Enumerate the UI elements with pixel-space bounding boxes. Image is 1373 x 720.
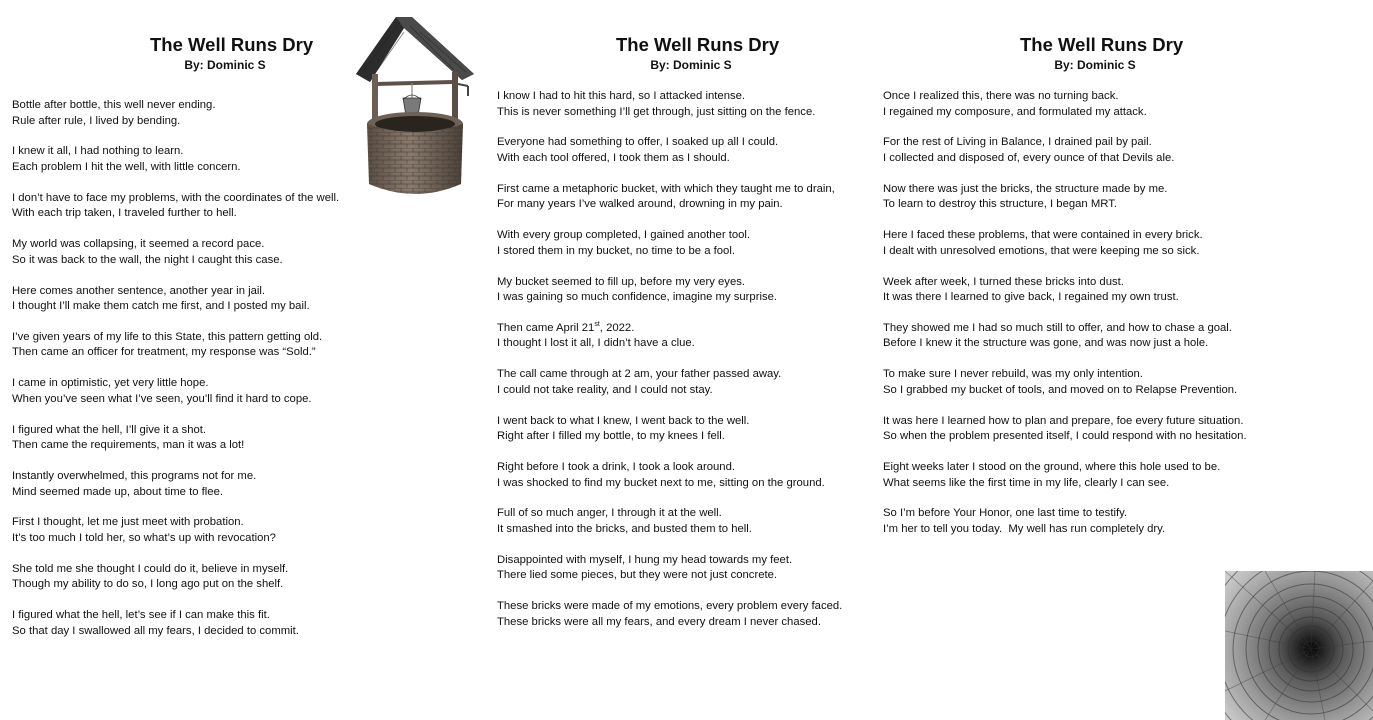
poem-line: I figured what the hell, let’s see if I can make this fit. — [12, 609, 270, 622]
stanza — [883, 228, 1283, 259]
stanza — [12, 237, 452, 268]
poem-line: It smashed into the bricks, and busted them to hell. — [497, 522, 752, 535]
poem-line: Before I knew it the structure was gone, and was now just a hole. — [883, 337, 1209, 350]
poem-line: Right after I filled my bottle, to my knees I fell. — [497, 430, 725, 443]
poem-line: I thought I lost it all, I didn’t have a clue. — [497, 337, 695, 350]
poem-line: So I’m before Your Honor, one last time to testify. — [883, 507, 1128, 520]
stanza — [497, 367, 897, 398]
poem-line: Each problem I hit the well, with little concern. — [12, 160, 241, 173]
stanza — [497, 275, 897, 306]
poem-line: I was gaining so much confidence, imagine my surprise. — [497, 291, 778, 304]
poem-byline: By: Dominic S — [650, 58, 732, 72]
poem-line: To learn to destroy this structure, I began MRT. — [883, 198, 1117, 211]
well-tunnel-photo — [1225, 571, 1373, 720]
stanza — [883, 506, 1283, 537]
poem-line: My world was collapsing, it seemed a record pace. — [12, 238, 265, 251]
poem-title: The Well Runs Dry — [616, 34, 780, 55]
stanza — [883, 89, 1283, 120]
ordinal-suffix: st — [594, 321, 600, 329]
stanza — [12, 423, 452, 454]
poem-line: I knew it all, I had nothing to learn. — [12, 145, 184, 158]
poem-line: So it was back to the wall, the night I caught this case. — [12, 253, 283, 266]
poem-line: I’ve given years of my life to this State, this pattern getting old. — [12, 330, 323, 343]
stanza — [497, 228, 897, 259]
poem-line: Then came an officer for treatment, my response was “Sold.” — [12, 346, 316, 359]
poem-line-dated — [497, 321, 897, 337]
stanza — [883, 182, 1283, 213]
poem-line: Instantly overwhelmed, this programs not for me. — [12, 470, 257, 482]
stanza — [497, 182, 897, 213]
poem-line: The call came through at 2 am, your father passed away. — [497, 368, 782, 381]
poem-line: I regained my composure, and formulated my attack. — [883, 105, 1147, 118]
stanza — [497, 414, 897, 445]
poem-column-2 — [486, 0, 906, 720]
poem-line: Week after week, I turned these bricks into dust. — [883, 275, 1124, 288]
stanza — [12, 376, 452, 407]
stanza — [497, 321, 897, 352]
stanza — [883, 367, 1283, 398]
stanza — [12, 608, 452, 639]
poem-line: I stored them in my bucket, no time to be a fool. — [497, 244, 735, 257]
poem-line: Eight weeks later I stood on the ground, where this hole used to be. — [883, 461, 1221, 473]
poem-line: Rule after rule, I lived by bending. — [12, 114, 181, 127]
poem-line: This is never something I’ll get through, just sitting on the fence. — [497, 105, 816, 118]
poem-line: Bottle after bottle, this well never ending. — [12, 99, 216, 111]
poem-line: I thought I’ll make them catch me first, and I posted my bail. — [12, 300, 310, 313]
poem-line: I was shocked to find my bucket next to me, sitting on the ground. — [497, 476, 825, 489]
stanza — [12, 330, 452, 361]
poem-line: So I grabbed my bucket of tools, and moved on to Relapse Prevention. — [883, 383, 1238, 396]
poem-line: Once I realized this, there was no turning back. — [883, 90, 1119, 102]
poem-line: Though my ability to do so, I long ago put on the shelf. — [12, 578, 284, 591]
stanza — [497, 460, 897, 491]
poem-line: I could not take reality, and I could not stay. — [497, 383, 713, 396]
stanza — [883, 414, 1283, 445]
poem-line: I collected and disposed of, every ounce of that Devils ale. — [883, 151, 1175, 164]
stanza — [497, 89, 897, 120]
wishing-well-illustration — [350, 12, 480, 202]
poem-line: First came a metaphoric bucket, with which they taught me to drain, — [497, 182, 835, 195]
poem-line: It was there I learned to give back, I regained my own trust. — [883, 291, 1179, 304]
poem-line: I know I had to hit this hard, so I attacked intense. — [497, 90, 746, 102]
stanza — [497, 135, 897, 166]
poem-line: Full of so much anger, I through it at the well. — [497, 507, 722, 520]
poem-line: Right before I took a drink, I took a look around. — [497, 461, 736, 473]
poem-line: It was here I learned how to plan and prepare, foe every future situation. — [883, 414, 1244, 427]
stanza — [883, 135, 1283, 166]
poem-line: They showed me I had so much still to offer, and how to chase a goal. — [883, 321, 1232, 334]
poem-line: I came in optimistic, yet very little hope. — [12, 377, 209, 390]
poem-byline: By: Dominic S — [184, 58, 266, 72]
poem-line: With every group completed, I gained another tool. — [497, 229, 751, 242]
poem-line: So that day I swallowed all my fears, I decided to commit. — [12, 624, 299, 637]
stanza — [12, 469, 452, 500]
poem-line: First I thought, let me just meet with probation. — [12, 516, 244, 529]
date-text-end: , 2022. — [599, 321, 635, 334]
poem-line: For the rest of Living in Balance, I drained pail by pail. — [883, 136, 1152, 149]
poem-line: I figured what the hell, I’ll give it a shot. — [12, 423, 207, 436]
poem-line: For many years I’ve walked around, drowning in my pain. — [497, 198, 783, 211]
poem-line: There lied some pieces, but they were not just concrete. — [497, 569, 778, 582]
stanza — [497, 553, 897, 584]
poem-line: I went back to what I knew, I went back to the well. — [497, 414, 750, 427]
stanza — [497, 599, 897, 630]
poem-line: It’s too much I told her, so what’s up with revocation? — [12, 531, 276, 544]
poem-line: I’m her to tell you today. My well has run completely dry. — [883, 522, 1166, 535]
poem-line: I dealt with unresolved emotions, that were keeping me so sick. — [883, 244, 1200, 257]
poem-line: Now there was just the bricks, the structure made by me. — [883, 182, 1168, 195]
poem-line: To make sure I never rebuild, was my only intention. — [883, 368, 1143, 381]
poem-line: Then came the requirements, man it was a lot! — [12, 439, 245, 452]
stanza — [883, 321, 1283, 352]
poem-line: Everyone had something to offer, I soaked up all I could. — [497, 136, 779, 149]
poem-line: When you’ve seen what I’ve seen, you’ll find it hard to cope. — [12, 392, 312, 405]
stanza — [12, 562, 452, 593]
poem-title: The Well Runs Dry — [1020, 34, 1184, 55]
stanza — [883, 460, 1283, 491]
stanza-list — [883, 89, 1283, 553]
poem-line: Disappointed with myself, I hung my head towards my feet. — [497, 553, 793, 566]
poem-line: These bricks were all my fears, and every dream I never chased. — [497, 615, 821, 628]
stanza-list — [497, 89, 897, 646]
stanza — [497, 506, 897, 537]
stanza — [12, 284, 452, 315]
poem-line: With each tool offered, I took them as I should. — [497, 151, 730, 164]
poem-line: I don’t have to face my problems, with the coordinates of the well. — [12, 191, 340, 204]
poem-line: These bricks were made of my emotions, every problem every faced. — [497, 600, 843, 613]
poem-byline: By: Dominic S — [1054, 58, 1136, 72]
poem-line: With each trip taken, I traveled further to hell. — [12, 207, 237, 220]
poem-line: So when the problem presented itself, I could respond with no hesitation. — [883, 430, 1247, 443]
stanza — [883, 275, 1283, 306]
poem-line: Here comes another sentence, another year in jail. — [12, 284, 266, 297]
poem-line: What seems like the first time in my life, clearly I can see. — [883, 476, 1170, 489]
poem-title: The Well Runs Dry — [150, 34, 314, 55]
poem-line: She told me she thought I could do it, believe in myself. — [12, 562, 289, 575]
poem-line: Here I faced these problems, that were contained in every brick. — [883, 229, 1203, 242]
date-text: Then came April 21 — [497, 321, 595, 334]
poem-line: Mind seemed made up, about time to flee. — [12, 485, 223, 498]
stanza — [12, 515, 452, 546]
poem-line: My bucket seemed to fill up, before my very eyes. — [497, 275, 746, 288]
